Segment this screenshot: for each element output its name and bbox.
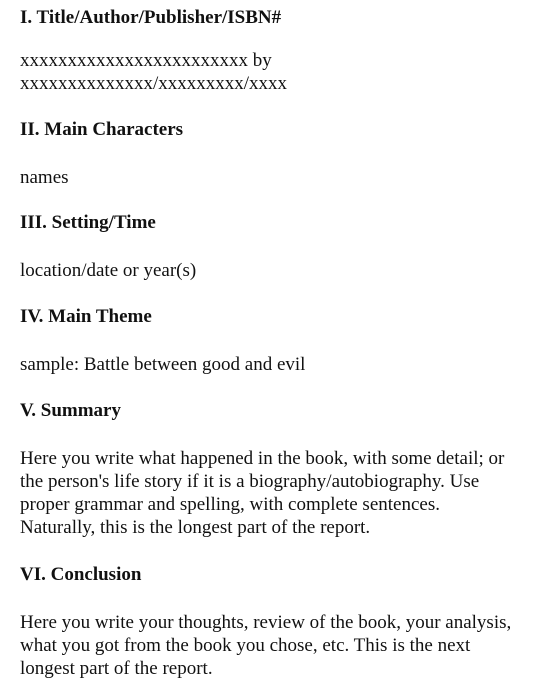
conclusion-line: Here you write your thoughts, review of the book, your analysis,: [20, 612, 512, 633]
section-heading-conclusion: VI. Conclusion: [20, 564, 142, 585]
summary-line: proper grammar and spelling, with complete sentences.: [20, 494, 440, 515]
section-heading-main-characters: II. Main Characters: [20, 119, 184, 140]
conclusion-line: longest part of the report.: [20, 658, 213, 679]
section-heading-title-author: I. Title/Author/Publisher/ISBN#: [20, 7, 282, 28]
section-heading-main-theme: IV. Main Theme: [20, 306, 152, 327]
section-heading-setting-time: III. Setting/Time: [20, 212, 156, 233]
main-characters-text: names: [20, 167, 69, 188]
summary-paragraph: [20, 447, 504, 539]
section-heading-summary: V. Summary: [20, 400, 121, 421]
main-theme-text: sample: Battle between good and evil: [20, 354, 306, 375]
summary-line: Here you write what happened in the book, with some detail; or: [20, 448, 505, 469]
setting-time-text: location/date or year(s): [20, 260, 197, 281]
conclusion-paragraph: [20, 611, 511, 680]
summary-line: the person's life story if it is a biography/autobiography. Use: [20, 471, 480, 492]
conclusion-line: what you got from the book you chose, etc. This is the next: [20, 635, 471, 656]
title-line-1: xxxxxxxxxxxxxxxxxxxxxxxx by: [20, 50, 272, 71]
title-line-2: xxxxxxxxxxxxxx/xxxxxxxxx/xxxx: [20, 73, 288, 94]
summary-line: Naturally, this is the longest part of the report.: [20, 517, 371, 538]
